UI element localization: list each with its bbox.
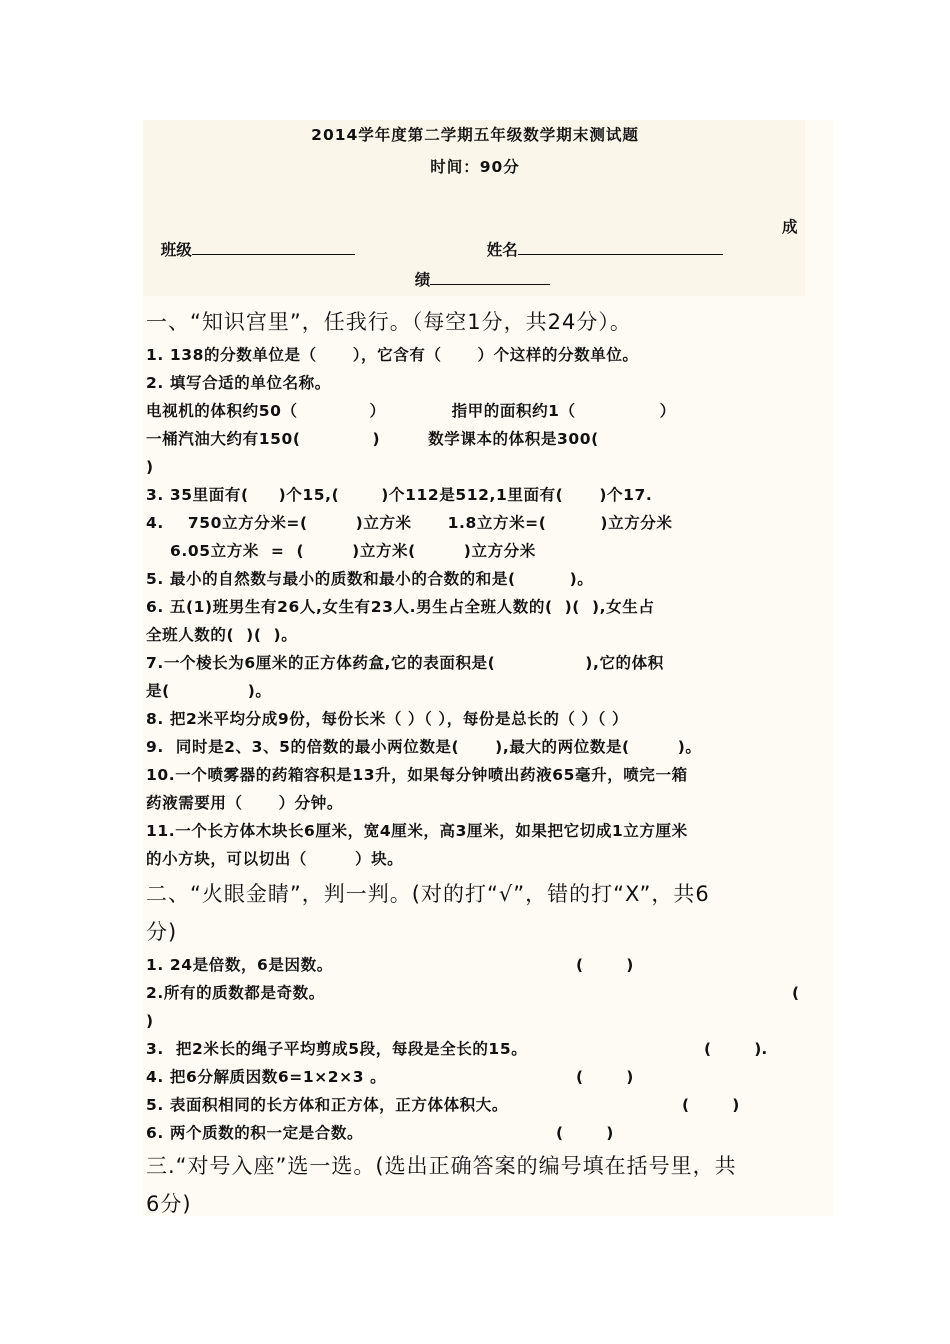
s1-line: 3. 35里面有( )个15,( )个112是512,1里面有( )个17.: [146, 486, 653, 504]
s1-line: 11.一个长方体木块长6厘米，宽4厘米，高3厘米，如果把它切成1立方厘米: [146, 822, 688, 840]
section3-heading: 三.“对号入座”选一选。(选出正确答案的编号填在括号里，共: [146, 1154, 737, 1178]
score-label-part2: 绩: [414, 271, 431, 289]
class-blank: [192, 238, 355, 255]
judge-item: 6. 两个质数的积一定是合数。: [146, 1124, 364, 1142]
judge-bracket: ( ).: [704, 1040, 768, 1058]
judge-item: 1. 24是倍数，6是因数。: [146, 956, 333, 974]
s1-line: 电视机的体积约50（ ） 指甲的面积约1（ ）: [146, 402, 676, 420]
judge-bracket: ( ): [682, 1096, 740, 1114]
score-label-part1: 成: [782, 218, 798, 236]
s1-line: 8. 把2米平均分成9份，每份长米（ ）（ ），每份是总长的（ ）（ ）: [146, 710, 629, 728]
s1-line: 6.05立方米 = ( )立方米( )立方分米: [146, 542, 536, 560]
s1-line: 是( )。: [146, 682, 272, 700]
s1-line: ): [146, 458, 154, 476]
s1-line: 7.一个棱长为6厘米的正方体药盒,它的表面积是( ),它的体积: [146, 654, 664, 672]
s1-line: 10.一个喷雾器的药箱容积是13升，如果每分钟喷出药液65毫升，喷完一箱: [146, 766, 688, 784]
judge-bracket: ( ): [576, 1068, 634, 1086]
s1-line: 1. 138的分数单位是（ ），它含有（ ）个这样的分数单位。: [146, 346, 639, 364]
judge-item: 2.所有的质数都是奇数。: [146, 984, 325, 1002]
judge-bracket: (: [792, 984, 800, 1002]
s1-line: 5. 最小的自然数与最小的质数和最小的合数的和是( )。: [146, 570, 594, 588]
s1-line: 4. 750立方分米=( )立方米 1.8立方米=( )立方分米: [146, 514, 673, 532]
score-field: [404, 246, 550, 291]
s1-line: 9. 同时是2、3、5的倍数的最小两位数是( ),最大的两位数是( )。: [146, 738, 702, 756]
s1-line: 全班人数的( )( )。: [146, 626, 298, 644]
judge-item-cont: ): [146, 1012, 154, 1030]
class-field: [150, 216, 355, 261]
judge-item: 3. 把2米长的绳子平均剪成5段，每段是全长的15。: [146, 1040, 528, 1058]
section3-heading-cont: 6分): [146, 1192, 192, 1216]
judge-bracket: ( ): [556, 1124, 614, 1142]
section2-heading: 二、“火眼金睛”，判一判。(对的打“√”，错的打“X”，共6: [146, 882, 710, 906]
judge-item: 5. 表面积相同的长方体和正方体，正方体体积大。: [146, 1096, 508, 1114]
judge-item: 4. 把6分解质因数6=1×2×3 。: [146, 1068, 387, 1086]
exam-title: 2014学年度第二学期五年级数学期末测试题: [311, 126, 639, 144]
name-label: 姓名: [486, 241, 518, 259]
judge-bracket: ( ): [576, 956, 634, 974]
section1-heading: 一、“知识宫里”，任我行。（每空1分，共24分）。: [146, 310, 632, 334]
section2-heading-cont: 分): [146, 920, 178, 944]
s1-line: 6. 五(1)班男生有26人,女生有23人.男生占全班人数的( )( ),女生占: [146, 598, 655, 616]
s1-line: 一桶汽油大约有150( ) 数学课本的体积是300(: [146, 430, 599, 448]
class-label: 班级: [160, 241, 192, 259]
s1-line: 2. 填写合适的单位名称。: [146, 374, 331, 392]
s1-line: 药液需要用（ ）分钟。: [146, 794, 343, 812]
exam-time: 时间：90分: [430, 158, 520, 176]
score-blank: [430, 268, 550, 285]
s1-line: 的小方块，可以切出（ ）块。: [146, 850, 404, 868]
